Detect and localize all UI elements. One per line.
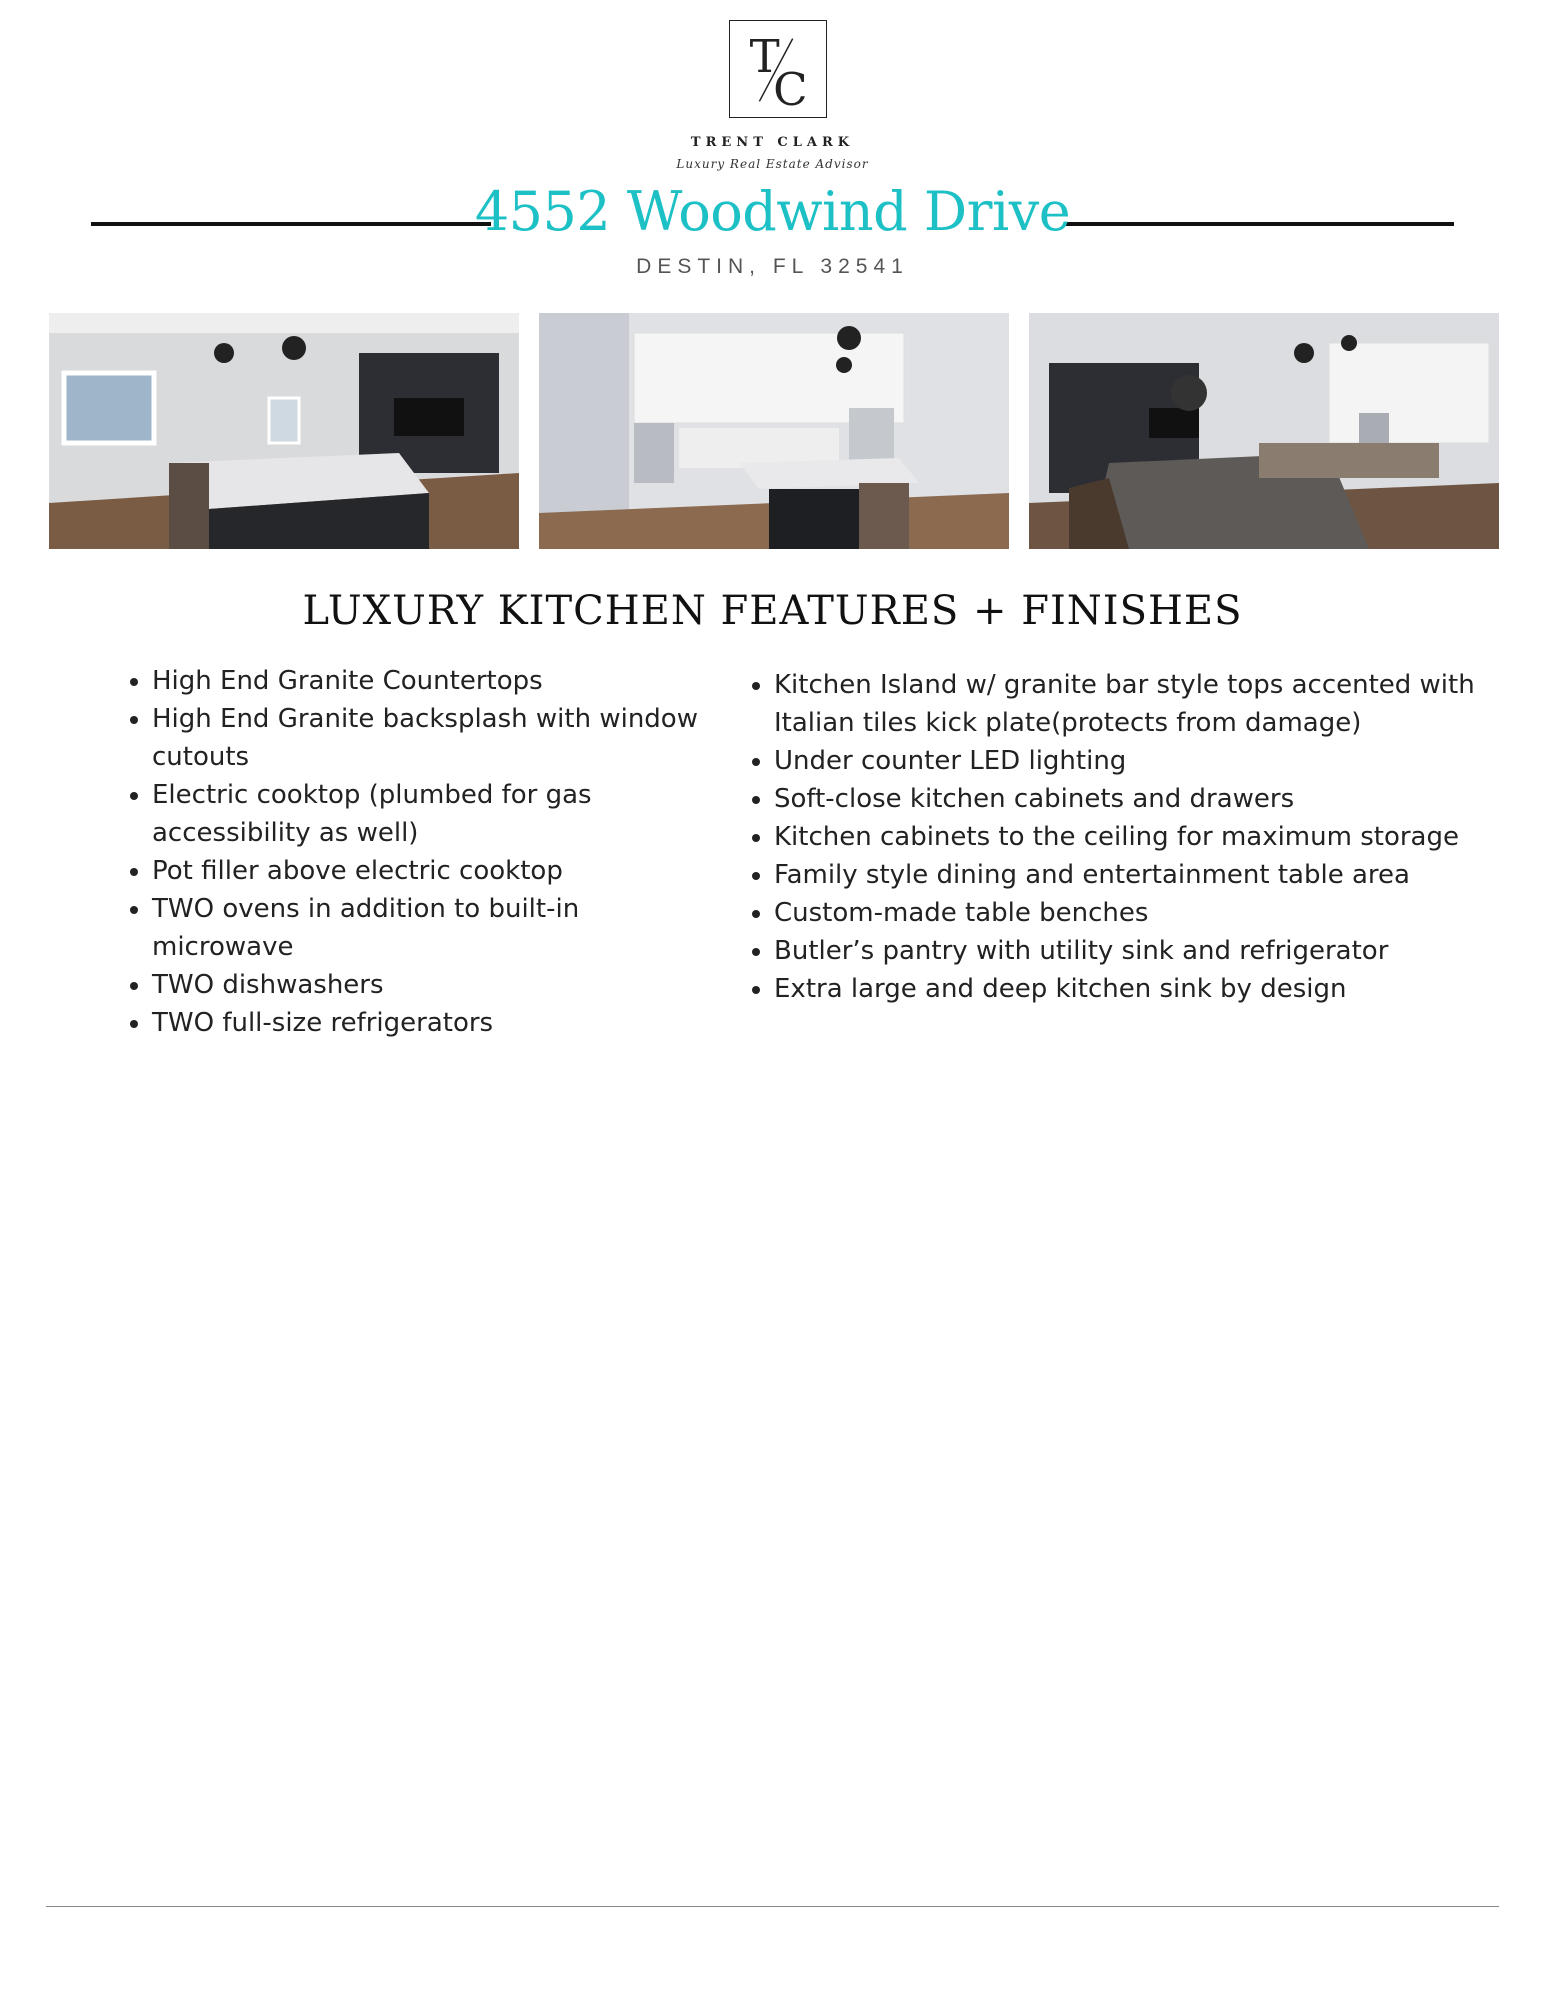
svg-text:C: C [773,63,808,117]
property-location: DESTIN, FL 32541 [636,255,909,278]
list-item: • Butler’s pantry with utility sink and refrigerator [774,932,1514,970]
photo-open-kitchen-living [49,313,519,549]
list-item: • Family style dining and entertainment table area [774,856,1514,894]
property-address: 4552 Woodwind Drive [474,180,1071,243]
list-item: • Pot filler above electric cooktop [152,852,702,890]
list-item: • Soft-close kitchen cabinets and drawers [774,780,1514,818]
list-item: • Extra large and deep kitchen sink by design [774,970,1514,1008]
section-heading: LUXURY KITCHEN FEATURES + FINISHES [302,588,1243,634]
list-item: • Kitchen Island w/ granite bar style tops accented with Italian tiles kick plate(protects from damage) [774,666,1514,742]
list-item: • TWO full-size refrigerators [152,1004,702,1042]
list-item: • Under counter LED lighting [774,742,1514,780]
monogram-icon [730,21,826,117]
list-item: • High End Granite Countertops [152,662,702,700]
brand-tagline: Luxury Real Estate Advisor [676,157,869,171]
features-list-right [738,666,1514,1008]
list-item: • Custom-made table benches [774,894,1514,932]
list-item: • Electric cooktop (plumbed for gas accessibility as well) [152,776,702,852]
list-item: • High End Granite backsplash with window cutouts [152,700,702,776]
list-item: • Kitchen cabinets to the ceiling for maximum storage [774,818,1514,856]
photo-dining-table [1029,313,1499,549]
svg-text:T: T [749,29,780,83]
list-item: • TWO ovens in addition to built-in microwave [152,890,702,966]
brand-logo [729,20,827,118]
features-list-left [116,662,702,1042]
footer-divider [46,1906,1499,1907]
list-item: • TWO dishwashers [152,966,702,1004]
brand-name: TRENT CLARK [690,135,855,150]
photo-white-kitchen [539,313,1009,549]
